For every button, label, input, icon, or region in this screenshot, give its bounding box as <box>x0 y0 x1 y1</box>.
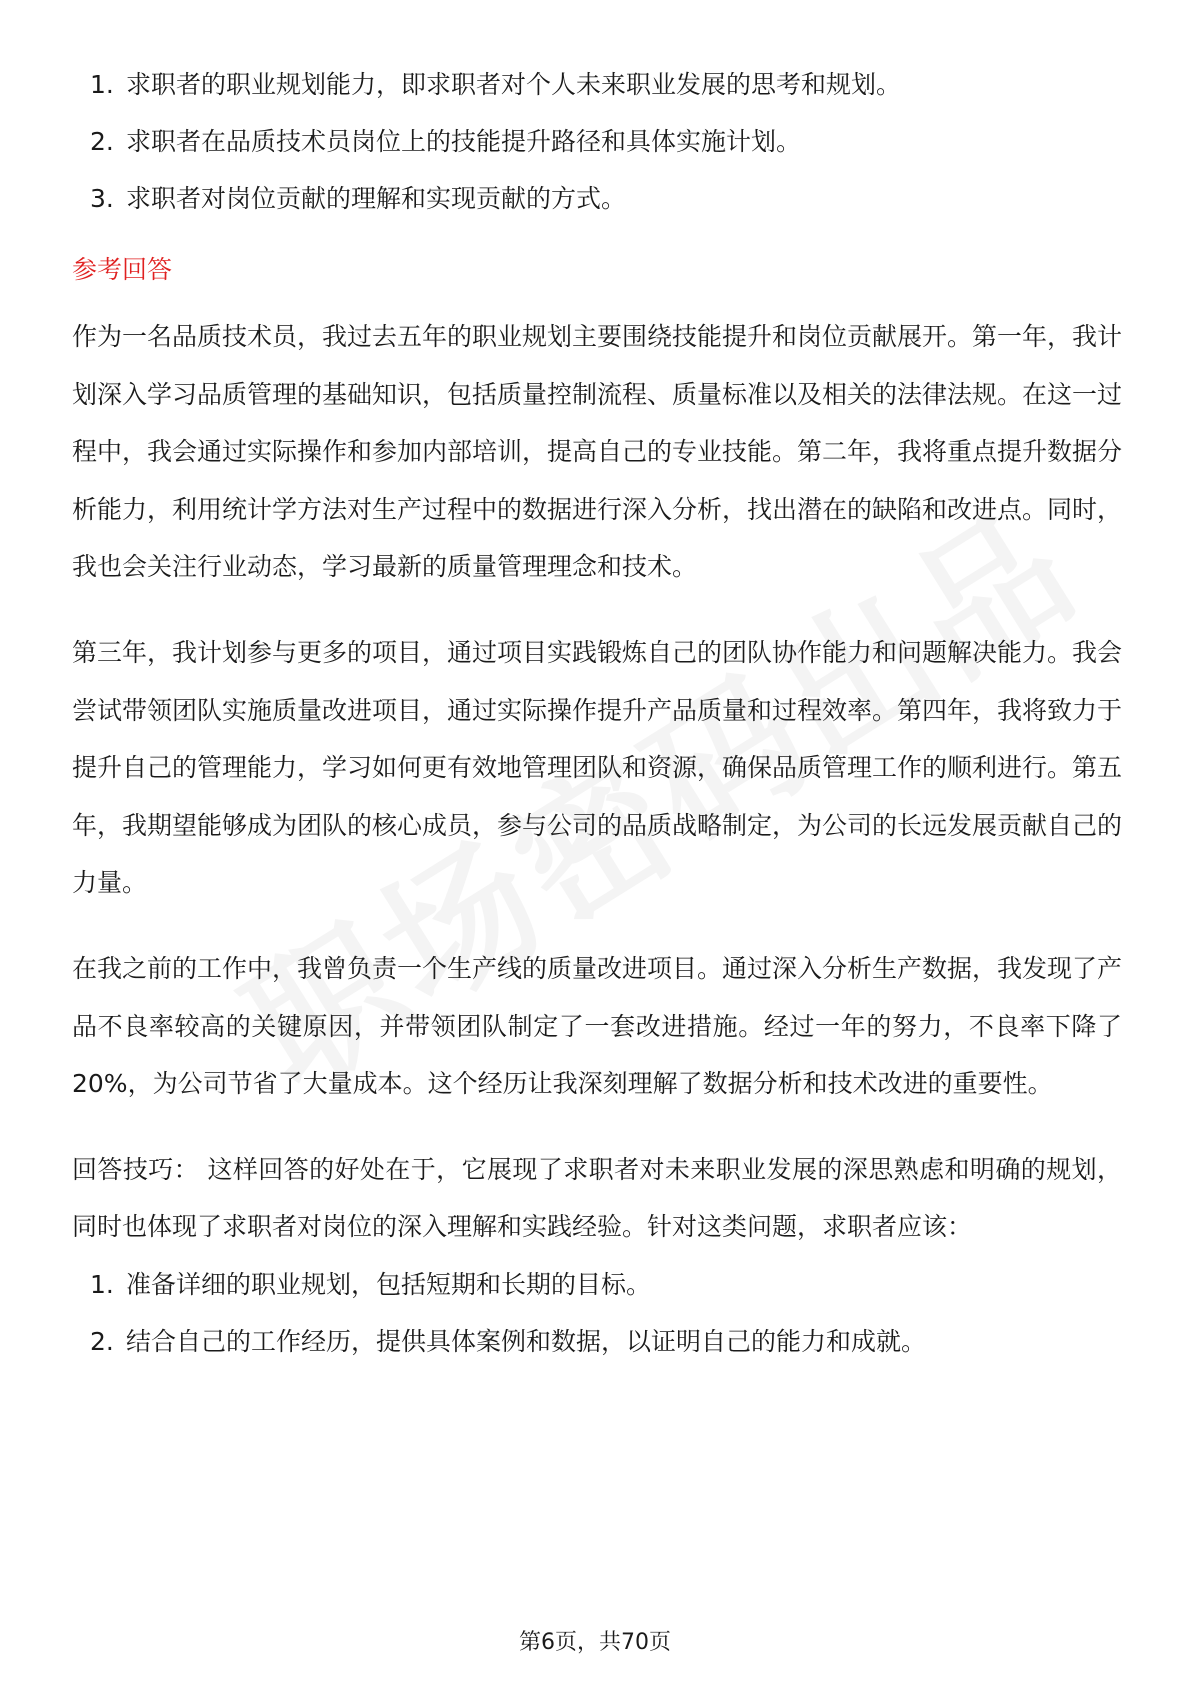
paragraph: 第三年，我计划参与更多的项目，通过项目实践锻炼自己的团队协作能力和问题解决能力。我会尝试带领团队实施质量改进项目，通过实际操作提升产品质量和过程效率。第四年，我将致力于提升自己的管理能力，学习如何更有效地管理团队和资源，确保品质管理工作的顺利进行。第五年，我期望能够成为团队的核心成员，参与公司的品质战略制定，为公司的长远发展贡献自己的力量。 <box>72 637 1123 898</box>
paragraph: 在我之前的工作中，我曾负责一个生产线的质量改进项目。通过深入分析生产数据，我发现了产品不良率较高的关键原因，并带领团队制定了一套改进措施。经过一年的努力，不良率下降了20%，为公司节省了大量成本。这个经历让我深刻理解了数据分析和技术改进的重要性。 <box>72 953 1123 1099</box>
list-item <box>72 170 1122 227</box>
tips-list <box>72 1256 1122 1370</box>
list-text: 准备详细的职业规划，包括短期和长期的目标。 <box>126 1269 652 1299</box>
list-text: 求职者在品质技术员岗位上的技能提升路径和具体实施计划。 <box>126 127 802 156</box>
list-text: 求职者的职业规划能力，即求职者对个人未来职业发展的思考和规划。 <box>126 70 902 99</box>
list-number: 1. <box>90 1269 114 1299</box>
list-item <box>72 1256 1122 1313</box>
list-number: 2. <box>90 1326 114 1356</box>
page-content <box>72 56 1122 1370</box>
list-item <box>72 113 1122 170</box>
intro-list <box>72 56 1122 227</box>
list-text: 求职者对岗位贡献的理解和实现贡献的方式。 <box>126 184 627 213</box>
list-number: 2. <box>90 127 114 156</box>
list-number: 3. <box>90 184 114 213</box>
list-item <box>72 1313 1122 1370</box>
paragraph: 作为一名品质技术员，我过去五年的职业规划主要围绕技能提升和岗位贡献展开。第一年，我计划深入学习品质管理的基础知识，包括质量控制流程、质量标准以及相关的法律法规。在这一过程中，我会通过实际操作和参加内部培训，提高自己的专业技能。第二年，我将重点提升数据分析能力，利用统计学方法对生产过程中的数据进行深入分析，找出潜在的缺陷和改进点。同时，我也会关注行业动态，学习最新的质量管理理念和技术。 <box>72 322 1123 582</box>
list-item <box>72 56 1122 113</box>
page-footer: 第6页，共70页 <box>519 1630 671 1655</box>
list-text: 结合自己的工作经历，提供具体案例和数据，以证明自己的能力和成就。 <box>126 1326 927 1356</box>
list-number: 1. <box>90 70 114 99</box>
paragraph: 回答技巧： 这样回答的好处在于，它展现了求职者对未来职业发展的深思熟虑和明确的规划，同时也体现了求职者对岗位的深入理解和实践经验。针对这类问题，求职者应该： <box>72 1154 1122 1242</box>
section-title: 参考回答 <box>72 255 173 284</box>
